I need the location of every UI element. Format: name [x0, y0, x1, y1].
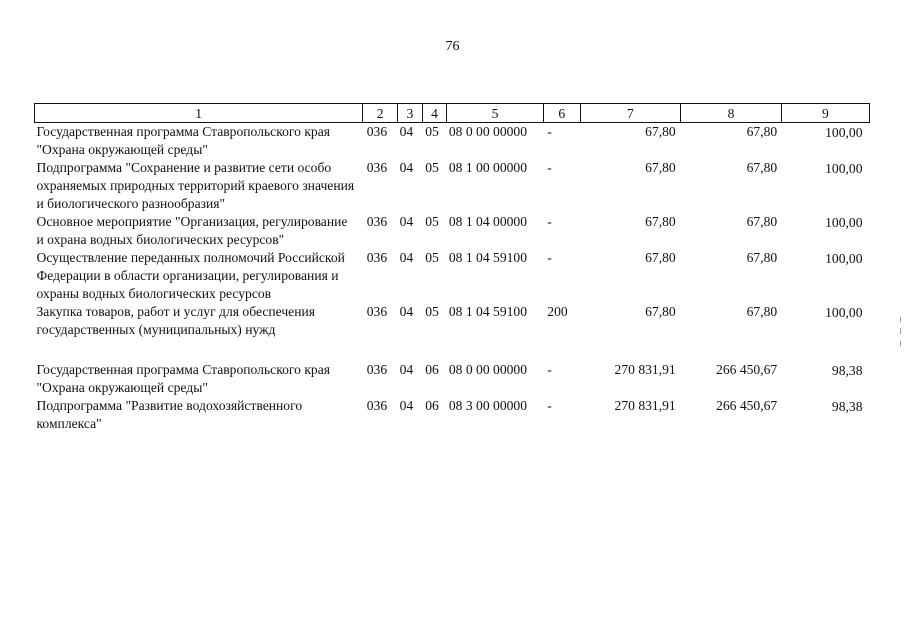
row-col-9 — [781, 249, 869, 303]
row-col-6: - — [547, 160, 552, 175]
row-col-7: 67,80 — [645, 160, 676, 175]
row-col-8: 67,80 — [746, 214, 778, 229]
row-col-6: - — [547, 398, 552, 413]
row-col-7: 270 831,91 — [614, 398, 676, 413]
table-row — [35, 159, 870, 213]
row-col-9 — [781, 397, 869, 433]
row-col-3: 04 — [399, 124, 414, 139]
row-col-2: 036 — [366, 214, 388, 229]
header-col-4: 4 — [422, 104, 447, 123]
row-col-4: 05 — [425, 124, 439, 139]
scan-margin-mark — [900, 341, 901, 346]
table-row — [35, 213, 870, 249]
table-row — [35, 303, 870, 339]
row-col-6: - — [547, 124, 552, 139]
row-col-3: 04 — [399, 160, 414, 175]
row-col-9 — [781, 303, 869, 339]
row-name: Подпрограмма "Сохранение и развитие сети особо охраняемых природных территорий краевого значения и биологического разнообразия" — [36, 160, 355, 211]
row-col-4: 05 — [425, 304, 439, 319]
row-col-2: 036 — [366, 250, 388, 265]
row-col-9 — [781, 159, 869, 213]
row-col-9-value: 100,00 — [825, 125, 863, 140]
row-col-7: 270 831,91 — [614, 362, 676, 377]
row-col-4: 05 — [425, 214, 439, 229]
row-col-6: - — [547, 250, 552, 265]
scan-margin-mark — [900, 317, 901, 322]
scan-margin-mark — [900, 328, 901, 334]
row-col-9 — [781, 123, 869, 160]
header-row — [35, 104, 870, 123]
row-col-2: 036 — [366, 398, 388, 413]
row-col-7: 67,80 — [645, 124, 676, 139]
row-col-4: 06 — [425, 362, 439, 377]
row-col-5: 08 1 00 00000 — [448, 160, 528, 175]
row-col-8: 67,80 — [746, 160, 778, 175]
spacer-cell — [35, 339, 870, 361]
row-col-7: 67,80 — [645, 304, 676, 319]
page-number: 76 — [445, 39, 460, 54]
header-col-1: 1 — [35, 104, 363, 123]
header-col-5: 5 — [447, 104, 543, 123]
spacer-row — [35, 339, 870, 361]
row-col-9-value: 100,00 — [825, 161, 863, 176]
row-col-7: 67,80 — [645, 250, 676, 265]
row-col-6: - — [547, 362, 552, 377]
row-col-2: 036 — [366, 124, 388, 139]
table-row — [35, 397, 870, 433]
row-col-4: 05 — [425, 250, 439, 265]
row-col-6: 200 — [547, 304, 568, 319]
budget-table — [34, 103, 870, 433]
row-name: Закупка товаров, работ и услуг для обеспечения государственных (муниципальных) нужд — [36, 304, 315, 337]
row-col-5: 08 1 04 59100 — [448, 304, 528, 319]
row-col-2: 036 — [366, 160, 388, 175]
row-col-3: 04 — [399, 398, 414, 413]
row-col-8: 266 450,67 — [716, 362, 778, 377]
header-col-3: 3 — [398, 104, 423, 123]
row-col-8: 67,80 — [746, 304, 778, 319]
row-col-3: 04 — [399, 362, 414, 377]
row-col-2: 036 — [366, 362, 388, 377]
header-col-2: 2 — [363, 104, 398, 123]
row-col-5: 08 0 00 00000 — [448, 124, 528, 139]
row-col-3: 04 — [399, 250, 414, 265]
row-col-8: 67,80 — [746, 124, 778, 139]
row-col-9-value: 100,00 — [825, 251, 863, 266]
table-row — [35, 123, 870, 160]
header-col-6: 6 — [543, 104, 580, 123]
row-col-7: 67,80 — [645, 214, 676, 229]
table-row — [35, 249, 870, 303]
row-col-4: 05 — [425, 160, 439, 175]
row-col-5: 08 1 04 00000 — [448, 214, 528, 229]
row-col-9 — [781, 213, 869, 249]
row-col-5: 08 0 00 00000 — [448, 362, 528, 377]
header-col-9: 9 — [781, 104, 869, 123]
row-col-9-value: 98,38 — [831, 363, 863, 378]
row-name: Государственная программа Ставропольского края "Охрана окружающей среды" — [36, 362, 331, 395]
row-col-8: 266 450,67 — [716, 398, 778, 413]
header-col-7: 7 — [580, 104, 681, 123]
table-row — [35, 361, 870, 397]
row-col-5: 08 3 00 00000 — [448, 398, 528, 413]
row-col-9-value: 100,00 — [825, 305, 863, 320]
row-col-8: 67,80 — [746, 250, 778, 265]
row-name: Государственная программа Ставропольского края "Охрана окружающей среды" — [36, 124, 331, 157]
row-name: Осуществление переданных полномочий Российской Федерации в области организации, регулирования и охраны водных биологических ресурсов — [36, 250, 345, 301]
row-col-5: 08 1 04 59100 — [448, 250, 528, 265]
row-col-9 — [781, 361, 869, 397]
row-col-3: 04 — [399, 304, 414, 319]
row-name: Подпрограмма "Развитие водохозяйственного комплекса" — [36, 398, 303, 431]
row-col-9-value: 98,38 — [831, 399, 863, 414]
row-col-9-value: 100,00 — [825, 215, 863, 230]
row-col-3: 04 — [399, 214, 414, 229]
row-name: Основное мероприятие "Организация, регулирование и охрана водных биологических ресурсов" — [36, 214, 348, 247]
header-col-8: 8 — [681, 104, 782, 123]
row-col-2: 036 — [366, 304, 388, 319]
row-col-4: 06 — [425, 398, 439, 413]
row-col-6: - — [547, 214, 552, 229]
